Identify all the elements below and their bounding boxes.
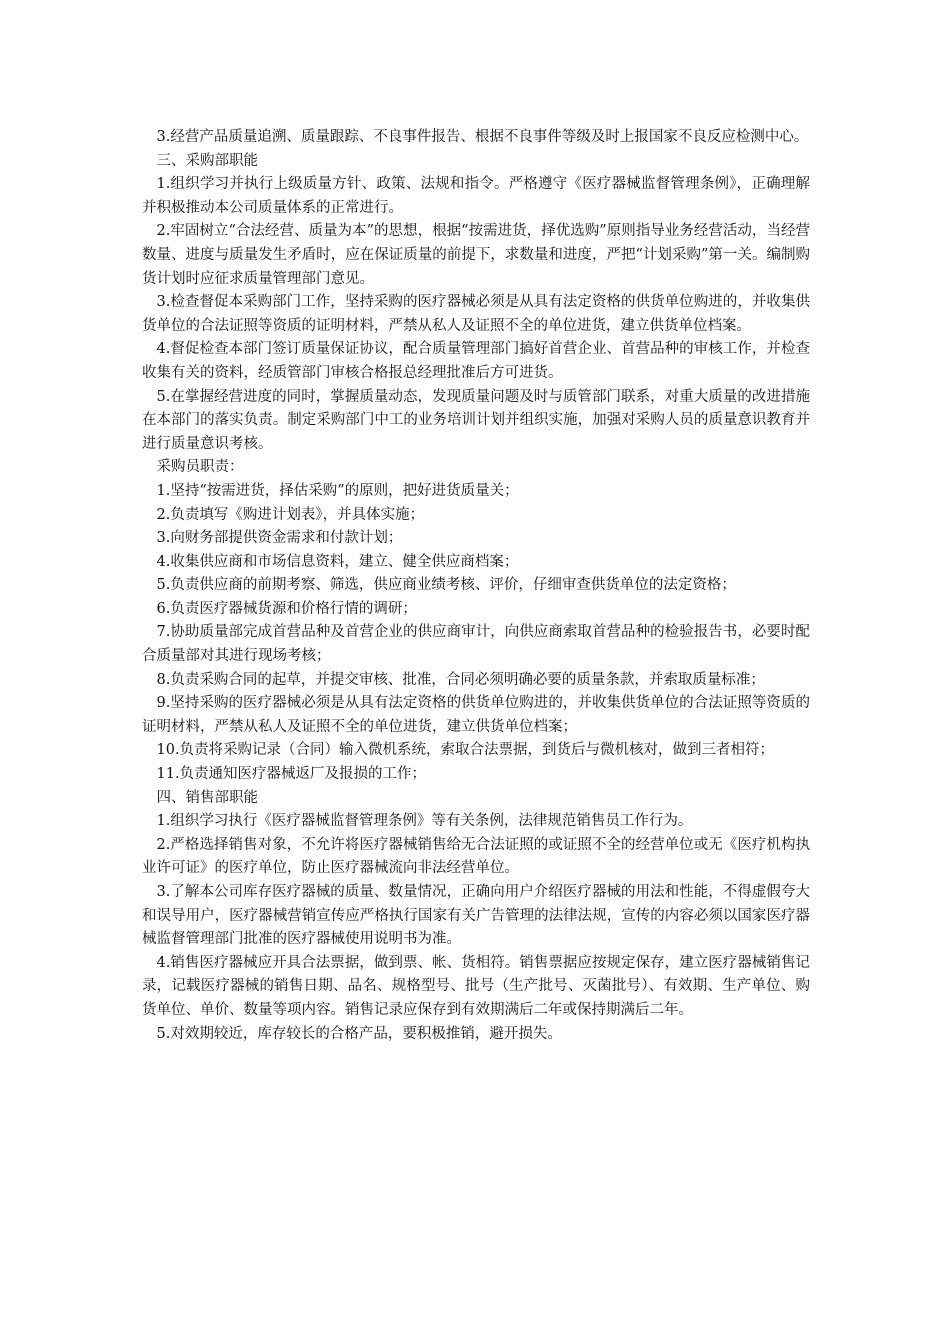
list-item-buyer-10: 10.负责将采购记录（合同）输入微机系统，索取合法票据，到货后与微机核对，做到三者相符； bbox=[156, 742, 775, 759]
list-item-buyer-4: 4.收集供应商和市场信息资料，建立、健全供应商档案； bbox=[156, 553, 519, 570]
list-item-buyer-8: 8.负责采购合同的起草，并提交审核、批准，合同必须明确必要的质量条款，并索取质量标准； bbox=[156, 671, 765, 688]
paragraph-sales-4: 4.销售医疗器械应开具合法票据，做到票、帐、货相符。销售票据应按规定保存，建立医疗器械销售记录，记载医疗器械的销售日期、品名、规格型号、批号（生产批号、灭菌批号）、有效期、生产单位、购货单位、单价、数量等项内容。销售记录应保存到有效期满后二年或保持期满后二年。 bbox=[142, 954, 810, 1018]
paragraph-quality-trace: 3.经营产品质量追溯、质量跟踪、不良事件报告、根据不良事件等级及时上报国家不良反应检测中心。 bbox=[156, 129, 809, 145]
paragraph-sales-3: 3.了解本公司库存医疗器械的质量、数量情况，正确向用户介绍医疗器械的用法和性能，不得虚假夸大和误导用户，医疗器械营销宣传应严格执行国家有关广告管理的法律法规，宣传的内容必须以国家医疗器械监督管理部门批准的医疗器械使用说明书为准。 bbox=[142, 884, 810, 948]
section-heading-sales: 四、销售部职能 bbox=[156, 789, 258, 806]
section-heading-buyer-duties: 采购员职责： bbox=[156, 459, 244, 476]
paragraph-purchasing-5: 5.在掌握经营进度的同时，掌握质量动态，发现质量问题及时与质管部门联系，对重大质量的改进措施在本部门的落实负责。制定采购部门中工的业务培训计划并组织实施，加强对采购人员的质量意识教育并进行质量意识考核。 bbox=[142, 388, 810, 452]
section-heading-purchasing: 三、采购部职能 bbox=[156, 152, 258, 169]
list-item-buyer-2: 2.负责填写《购进计划表》，并具体实施； bbox=[156, 506, 425, 523]
paragraph-purchasing-2: 2.牢固树立“合法经营、质量为本”的思想，根据“按需进货，择优选购”原则指导业务经营活动，当经营数量、进度与质量发生矛盾时，应在保证质量的前提下，求数量和进度，严把“计划采购”第一关。编制购货计划时应征求质量管理部门意见。 bbox=[142, 223, 810, 287]
list-item-buyer-7: 7.协助质量部完成首营品种及首营企业的供应商审计，向供应商索取首营品种的检验报告书，必要时配合质量部对其进行现场考核； bbox=[142, 624, 810, 665]
list-item-buyer-9: 9.坚持采购的医疗器械必须是从具有法定资格的供货单位购进的，并收集供货单位的合法证照等资质的证明材料，严禁从私人及证照不全的单位进货，建立供货单位档案； bbox=[142, 695, 810, 735]
paragraph-purchasing-4: 4.督促检查本部门签订质量保证协议，配合质量管理部门搞好首营企业、首营品种的审核工作，并检查收集有关的资料，经质管部门审核合格报总经理批准后方可进货。 bbox=[142, 341, 810, 381]
document-page bbox=[142, 126, 810, 1046]
list-item-buyer-1: 1.坚持“按需进货，择估采购”的原则，把好进货质量关； bbox=[156, 482, 519, 499]
paragraph-purchasing-3: 3.检查督促本采购部门工作，坚持采购的医疗器械必须是从具有法定资格的供货单位购进的，并收集供货单位的合法证照等资质的证明材料，严禁从私人及证照不全的单位进货，建立供货单位档案。 bbox=[142, 294, 810, 334]
list-item-buyer-11: 11.负责通知医疗器械返厂及报损的工作； bbox=[156, 766, 427, 783]
list-item-buyer-5: 5.负责供应商的前期考察、筛选，供应商业绩考核、评价，仔细审查供货单位的法定资格； bbox=[156, 577, 736, 594]
paragraph-sales-5: 5.对效期较近，库存较长的合格产品，要积极推销，避开损失。 bbox=[156, 1025, 562, 1042]
paragraph-sales-1: 1.组织学习执行《医疗器械监督管理条例》等有关条例，法律规范销售员工作行为。 bbox=[156, 813, 693, 830]
paragraph-purchasing-1: 1.组织学习并执行上级质量方针、政策、法规和指令。严格遵守《医疗器械监督管理条例》，正确理解并积极推动本公司质量体系的正常进行。 bbox=[142, 176, 810, 216]
list-item-buyer-3: 3.向财务部提供资金需求和付款计划； bbox=[156, 530, 403, 547]
paragraph-sales-2: 2.严格选择销售对象，不允许将医疗器械销售给无合法证照的或证照不全的经营单位或无《医疗机构执业许可证》的医疗单位，防止医疗器械流向非法经营单位。 bbox=[142, 836, 810, 877]
list-item-buyer-6: 6.负责医疗器械货源和价格行情的调研； bbox=[156, 600, 417, 617]
